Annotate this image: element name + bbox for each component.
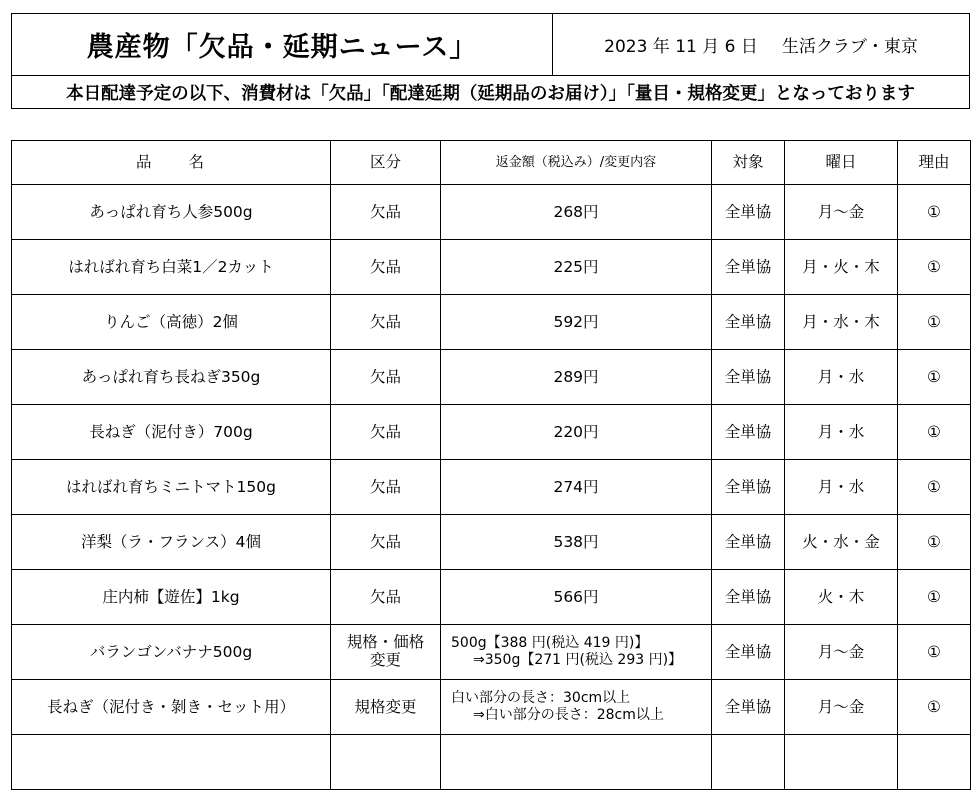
item-days: 月～金 <box>785 680 898 735</box>
item-amount: 566円 <box>441 570 712 625</box>
issue-date: 2023 年 11 月 6 日 <box>604 37 758 57</box>
item-days: 月・水 <box>785 460 898 515</box>
table-row <box>12 350 971 405</box>
amount-line-1: 白い部分の長さ：30cm以上 <box>451 690 631 707</box>
item-amount: 268円 <box>441 185 712 240</box>
column-header-reason: 理由 <box>898 141 971 185</box>
item-reason: ① <box>898 680 971 735</box>
item-category: 欠品 <box>331 515 441 570</box>
item-target: 全単協 <box>712 625 785 680</box>
item-target: 全単協 <box>712 680 785 735</box>
item-category: 欠品 <box>331 460 441 515</box>
column-header-category: 区分 <box>331 141 441 185</box>
table-header-row <box>12 141 971 185</box>
item-category: 規格変更 <box>331 680 441 735</box>
category-line-1: 規格・価格 <box>346 633 425 652</box>
item-reason: ① <box>898 295 971 350</box>
item-name: 長ねぎ（泥付き・剝き・セット用） <box>12 680 331 735</box>
item-target: 全単協 <box>712 240 785 295</box>
news-header <box>11 13 970 109</box>
table-row <box>12 625 971 680</box>
item-amount: 592円 <box>441 295 712 350</box>
item-target: 全単協 <box>712 350 785 405</box>
item-days: 月～金 <box>785 185 898 240</box>
item-target: 全単協 <box>712 570 785 625</box>
item-reason: ① <box>898 405 971 460</box>
column-header-days: 曜日 <box>785 141 898 185</box>
item-name: はればれ育ちミニトマト150g <box>12 460 331 515</box>
item-category: 欠品 <box>331 295 441 350</box>
table-row <box>12 295 971 350</box>
amount-line-1: 500g【388 円(税込 419 円)】 <box>451 635 649 652</box>
table-row <box>12 460 971 515</box>
category-line-2: 変更 <box>369 651 401 669</box>
item-reason: ① <box>898 185 971 240</box>
empty-cell <box>898 735 971 790</box>
item-reason: ① <box>898 570 971 625</box>
item-target: 全単協 <box>712 295 785 350</box>
organization: 生活クラブ・東京 <box>781 37 918 57</box>
date-org-block <box>553 14 969 75</box>
item-name: 庄内柿【遊佐】1kg <box>12 570 331 625</box>
item-target: 全単協 <box>712 460 785 515</box>
item-target: 全単協 <box>712 185 785 240</box>
item-category: 欠品 <box>331 185 441 240</box>
item-target: 全単協 <box>712 515 785 570</box>
item-days: 月・水・木 <box>785 295 898 350</box>
item-name: あっぱれ育ち長ねぎ350g <box>12 350 331 405</box>
item-days: 月・水 <box>785 405 898 460</box>
item-days: 月・水 <box>785 350 898 405</box>
table-row <box>12 240 971 295</box>
item-amount <box>441 625 712 680</box>
item-amount: 220円 <box>441 405 712 460</box>
item-name: 洋梨（ラ・フランス）4個 <box>12 515 331 570</box>
item-category: 欠品 <box>331 405 441 460</box>
item-amount: 538円 <box>441 515 712 570</box>
column-header-name: 品 名 <box>12 141 331 185</box>
item-reason: ① <box>898 515 971 570</box>
item-name: りんご（高徳）2個 <box>12 295 331 350</box>
item-reason: ① <box>898 625 971 680</box>
item-category: 欠品 <box>331 570 441 625</box>
empty-cell <box>441 735 712 790</box>
notice-text: 本日配達予定の以下、消費材は「欠品」「配達延期（延期品のお届け）」「量目・規格変更」となっております <box>12 75 969 108</box>
item-name: 長ねぎ（泥付き）700g <box>12 405 331 460</box>
empty-cell <box>785 735 898 790</box>
table-row <box>12 185 971 240</box>
item-amount: 289円 <box>441 350 712 405</box>
empty-cell <box>331 735 441 790</box>
amount-line-2: ⇒350g【271 円(税込 293 円)】 <box>473 652 683 668</box>
item-days: 火・水・金 <box>785 515 898 570</box>
item-target: 全単協 <box>712 405 785 460</box>
item-reason: ① <box>898 240 971 295</box>
column-header-amount: 返金額（税込み）/変更内容 <box>441 141 712 185</box>
item-category: 欠品 <box>331 240 441 295</box>
amount-line-2: ⇒白い部分の長さ：28cm以上 <box>473 707 664 723</box>
item-name: あっぱれ育ち人参500g <box>12 185 331 240</box>
item-reason: ① <box>898 460 971 515</box>
item-category: 欠品 <box>331 350 441 405</box>
empty-cell <box>712 735 785 790</box>
item-amount: 274円 <box>441 460 712 515</box>
item-amount: 225円 <box>441 240 712 295</box>
table-row <box>12 405 971 460</box>
item-amount <box>441 680 712 735</box>
empty-cell <box>12 735 331 790</box>
column-header-target: 対象 <box>712 141 785 185</box>
page-title: 農産物「欠品・延期ニュース」 <box>12 14 553 75</box>
item-days: 火・木 <box>785 570 898 625</box>
item-category <box>331 625 441 680</box>
empty-row <box>12 735 971 790</box>
table-row <box>12 570 971 625</box>
table-row <box>12 680 971 735</box>
item-name: バランゴンバナナ500g <box>12 625 331 680</box>
item-reason: ① <box>898 350 971 405</box>
item-name: はればれ育ち白菜1／2カット <box>12 240 331 295</box>
item-days: 月・火・木 <box>785 240 898 295</box>
shortage-table <box>11 140 971 790</box>
table-row <box>12 515 971 570</box>
item-days: 月～金 <box>785 625 898 680</box>
